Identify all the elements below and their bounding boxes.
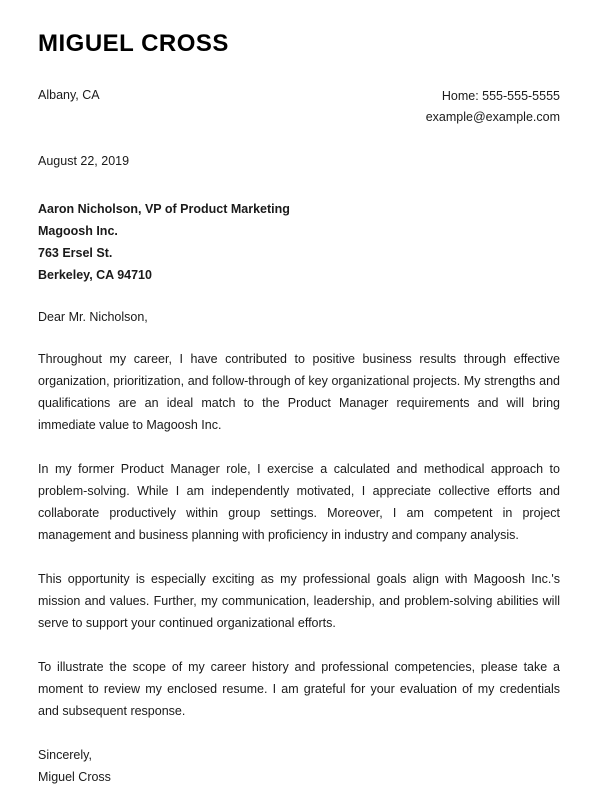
phone-number: Home: 555-555-5555 <box>441 89 560 103</box>
body-paragraph-4: To illustrate the scope of my career history and professional competencies, please take a moment to review my enclosed resume. I am grateful for your evaluation of my credentials and subsequent response. <box>38 660 560 718</box>
contact-info <box>426 86 560 128</box>
sender-name-heading: MIGUEL CROSS <box>38 30 229 57</box>
body-paragraph-1: Throughout my career, I have contributed to positive business results through effective organization, prioritization, and follow-through of key organizational projects. My strengths and qualifications are an ideal match to the Product Manager requirements and will bring immediate value to Magoosh Inc. <box>38 352 560 432</box>
body-paragraph-2: In my former Product Manager role, I exercise a calculated and methodical approach to problem-solving. While I am independently motivated, I appreciate collective efforts and collaborate productively within group settings. Moreover, I am competent in project management and business planning with proficiency in industry and company analysis. <box>38 462 560 542</box>
closing-block <box>38 744 560 788</box>
contact-row <box>38 86 560 128</box>
letter-date: August 22, 2019 <box>38 154 130 168</box>
recipient-name-title: Aaron Nicholson, VP of Product Marketing <box>38 202 290 216</box>
body-paragraph-3: This opportunity is especially exciting as my professional goals align with Magoosh Inc.'s mission and values. Further, my communication, leadership, and problem-solving abilities will serve to support your continued organizational efforts. <box>38 572 560 630</box>
recipient-city-state-zip: Berkeley, CA 94710 <box>38 268 152 282</box>
recipient-company: Magoosh Inc. <box>38 224 118 238</box>
signature-name: Miguel Cross <box>38 770 111 784</box>
salutation: Dear Mr. Nicholson, <box>38 310 148 324</box>
recipient-street: 763 Ersel St. <box>38 246 113 260</box>
recipient-block <box>38 198 560 286</box>
closing-word: Sincerely, <box>38 748 92 762</box>
email-address: example@example.com <box>425 110 560 124</box>
sender-location: Albany, CA <box>38 88 100 102</box>
